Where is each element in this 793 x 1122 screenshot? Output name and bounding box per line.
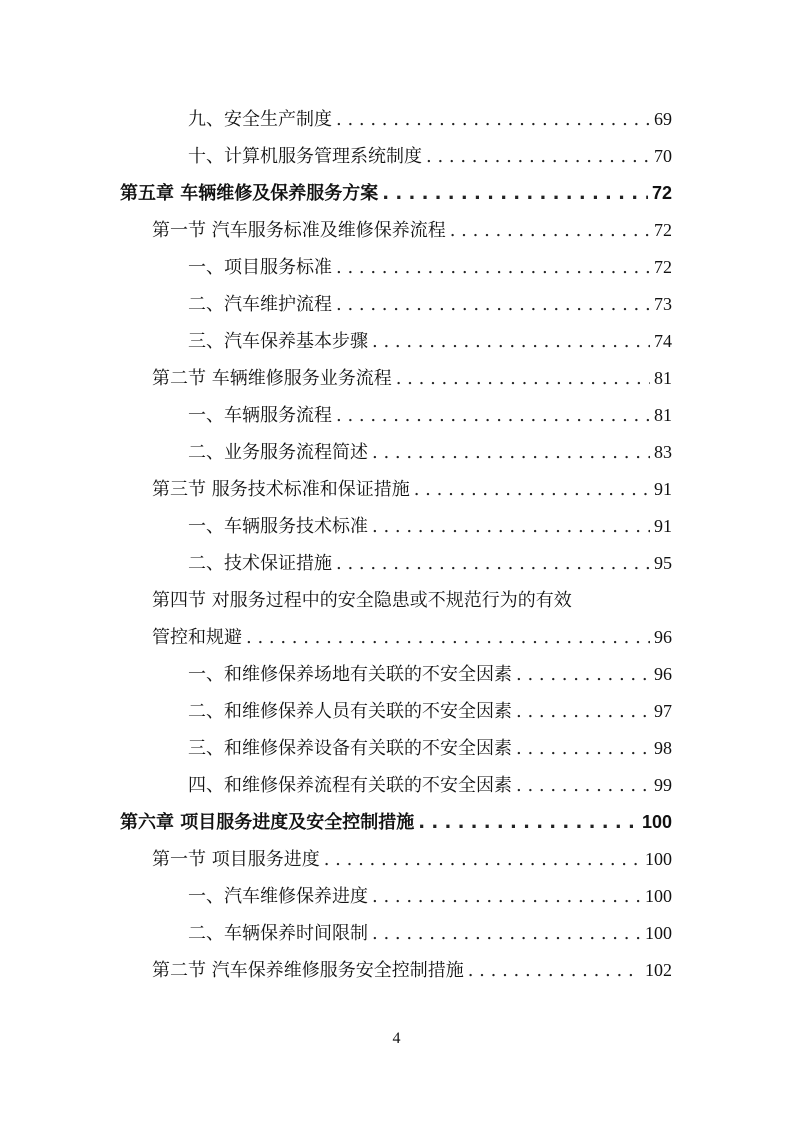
toc-entry[interactable] — [188, 138, 672, 175]
toc-entry-page: 100 — [641, 812, 672, 832]
toc-entry[interactable] — [188, 656, 672, 693]
toc-entry-label: 第三节 服务技术标准和保证措施 — [152, 479, 410, 500]
toc-entry-page: 73 — [654, 294, 672, 314]
toc-entry-page: 98 — [654, 738, 672, 758]
toc-entry[interactable] — [188, 397, 672, 434]
toc-entry-label: 十、计算机服务管理系统制度 — [188, 146, 422, 167]
toc-entry-label: 三、和维修保养设备有关联的不安全因素 — [188, 738, 512, 759]
toc-section-entry[interactable] — [152, 841, 672, 878]
leader-dots — [426, 138, 650, 175]
toc-entry[interactable] — [188, 323, 672, 360]
leader-dots — [516, 730, 650, 767]
leader-dots — [372, 323, 650, 360]
toc-entry-page: 70 — [654, 146, 672, 166]
toc-entry[interactable] — [188, 434, 672, 471]
page-number: 4 — [392, 1030, 401, 1047]
leader-dots — [372, 508, 650, 545]
leader-dots — [468, 952, 641, 989]
toc-entry-label: 二、车辆保养时间限制 — [188, 923, 368, 944]
toc-entry-label: 二、技术保证措施 — [188, 553, 332, 574]
toc-chapter-entry[interactable] — [120, 175, 672, 212]
toc-entry-page: 96 — [654, 627, 672, 647]
toc-entry-label: 一、车辆服务技术标准 — [188, 516, 368, 537]
toc-chapter-entry[interactable] — [120, 804, 672, 841]
toc-entry-label: 一、项目服务标准 — [188, 257, 332, 278]
toc-entry-page: 81 — [654, 405, 672, 425]
toc-entry-label: 一、和维修保养场地有关联的不安全因素 — [188, 664, 512, 685]
toc-entry-label: 第五章 车辆维修及保养服务方案 — [120, 183, 379, 204]
toc-entry-page: 69 — [654, 109, 672, 129]
toc-section-entry[interactable] — [152, 212, 672, 249]
toc-entry-page: 72 — [654, 257, 672, 277]
toc-entry-page: 95 — [654, 553, 672, 573]
leader-dots — [450, 212, 650, 249]
toc-entry-label: 九、安全生产制度 — [188, 109, 332, 130]
toc-entry[interactable] — [188, 508, 672, 545]
leader-dots — [516, 656, 650, 693]
toc-entry-label: 第六章 项目服务进度及安全控制措施 — [120, 812, 415, 833]
toc-entry[interactable] — [188, 286, 672, 323]
toc-entry-label: 一、车辆服务流程 — [188, 405, 332, 426]
toc-entry-page: 72 — [651, 183, 672, 203]
toc-entry-label: 第一节 汽车服务标准及维修保养流程 — [152, 220, 446, 241]
leader-dots — [414, 471, 650, 508]
toc-entry-page: 72 — [654, 220, 672, 240]
toc-entry-page: 96 — [654, 664, 672, 684]
toc-entry-label: 二、汽车维护流程 — [188, 294, 332, 315]
toc-entry-label: 二、业务服务流程简述 — [188, 442, 368, 463]
leader-dots — [382, 175, 648, 212]
leader-dots — [516, 767, 650, 804]
toc-entry-page: 100 — [645, 923, 672, 943]
toc-entry[interactable] — [188, 767, 672, 804]
toc-entry-label: 第四节 对服务过程中的安全隐患或不规范行为的有效 — [152, 590, 572, 611]
leader-dots — [246, 619, 650, 656]
toc-entry-page: 99 — [654, 775, 672, 795]
toc-entry-label: 第二节 车辆维修服务业务流程 — [152, 368, 392, 389]
toc-entry-page: 100 — [645, 886, 672, 906]
toc-section-entry[interactable] — [152, 360, 672, 397]
leader-dots — [516, 693, 650, 730]
leader-dots — [336, 249, 650, 286]
toc-entry[interactable] — [188, 249, 672, 286]
toc-entry[interactable] — [188, 693, 672, 730]
toc-entry[interactable] — [188, 878, 672, 915]
toc-entry-label: 管控和规避 — [152, 627, 242, 648]
toc-entry-page: 100 — [645, 849, 672, 869]
leader-dots — [372, 915, 641, 952]
leader-dots — [336, 397, 650, 434]
toc-entry-label: 第一节 项目服务进度 — [152, 849, 320, 870]
toc-entry-label: 三、汽车保养基本步骤 — [188, 331, 368, 352]
leader-dots — [372, 878, 641, 915]
leader-dots — [336, 101, 650, 138]
toc-entry-page: 102 — [645, 960, 672, 980]
leader-dots — [396, 360, 650, 397]
leader-dots — [418, 804, 638, 841]
toc-entry[interactable] — [188, 545, 672, 582]
toc-entry-page: 81 — [654, 368, 672, 388]
toc-section-entry-wrapped[interactable] — [152, 582, 672, 619]
leader-dots — [336, 286, 650, 323]
leader-dots — [372, 434, 650, 471]
toc-entry[interactable] — [188, 730, 672, 767]
toc-entry-page: 83 — [654, 442, 672, 462]
toc-entry-label: 一、汽车维修保养进度 — [188, 886, 368, 907]
toc-entry-page: 91 — [654, 479, 672, 499]
toc-entry-page: 74 — [654, 331, 672, 351]
leader-dots — [336, 545, 650, 582]
leader-dots — [324, 841, 641, 878]
toc-entry-page: 91 — [654, 516, 672, 536]
toc-entry[interactable] — [188, 915, 672, 952]
toc-section-entry[interactable] — [152, 952, 672, 989]
toc-entry-label: 第二节 汽车保养维修服务安全控制措施 — [152, 960, 464, 981]
toc-entry-page: 97 — [654, 701, 672, 721]
toc-entry-label: 四、和维修保养流程有关联的不安全因素 — [188, 775, 512, 796]
toc-entry-label: 二、和维修保养人员有关联的不安全因素 — [188, 701, 512, 722]
toc-section-entry[interactable] — [152, 471, 672, 508]
toc-entry[interactable] — [188, 101, 672, 138]
toc-section-entry-continuation[interactable] — [152, 619, 672, 656]
